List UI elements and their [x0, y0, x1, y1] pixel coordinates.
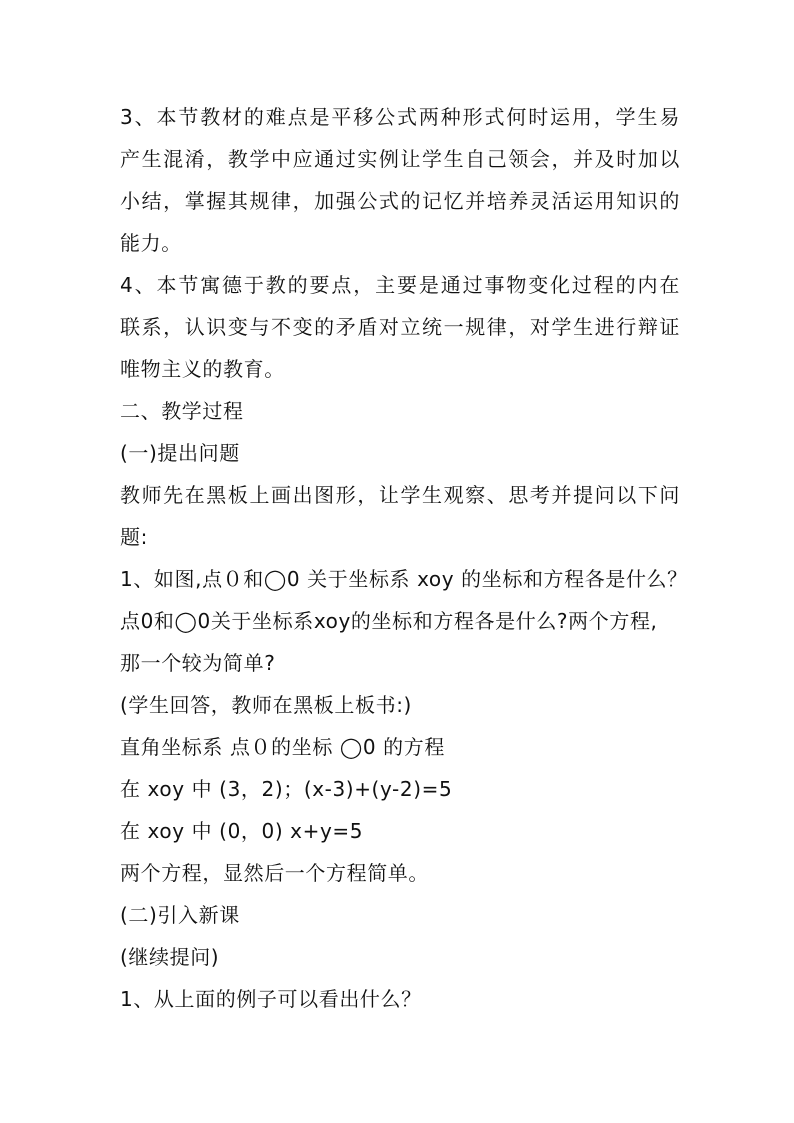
- teacher-instruction-line-2: 题:: [120, 525, 148, 549]
- board-row-2: 在 xoy 中 (0，0) x+y=5: [120, 819, 364, 843]
- conclusion-line: 两个方程，显然后一个方程简单。: [120, 861, 429, 885]
- section-heading-teaching-process: 二、教学过程: [120, 399, 244, 423]
- subheading-raise-questions: (一)提出问题: [120, 441, 240, 465]
- board-header-row: 直角坐标系 点０的坐标 ◯0 的方程: [120, 735, 445, 759]
- paragraph-3-line-1: 3、本节教材的难点是平移公式两种形式何时运用，学生易: [120, 105, 680, 129]
- continue-questioning-note: (继续提问): [120, 945, 220, 969]
- subheading-introduce-new-lesson: (二)引入新课: [120, 903, 240, 927]
- question-1-line-1: 1、如图,点０和◯0 关于坐标系 xoy 的坐标和方程各是什么？: [120, 567, 688, 591]
- board-row-1: 在 xoy 中 (3，2)；(x-3)+(y-2)=5: [120, 777, 453, 801]
- question-1-line-3: 那一个较为简单?: [120, 651, 276, 675]
- student-answer-note: (学生回答，教师在黑板上板书:): [120, 693, 412, 717]
- paragraph-4-line-2: 联系，认识变与不变的矛盾对立统一规律，对学生进行辩证: [120, 315, 680, 339]
- paragraph-4-line-1: 4、本节寓德于教的要点，主要是通过事物变化过程的内在: [120, 273, 680, 297]
- question-1-line-2: 点0和◯0关于坐标系xoy的坐标和方程各是什么?两个方程,: [120, 609, 658, 633]
- paragraph-3-line-4: 能力。: [120, 231, 182, 255]
- paragraph-3-line-2: 产生混淆，教学中应通过实例让学生自己领会，并及时加以: [120, 147, 680, 171]
- teacher-instruction-line-1: 教师先在黑板上画出图形，让学生观察、思考并提问以下问: [120, 483, 680, 507]
- question-new-1: 1、从上面的例子可以看出什么？: [120, 987, 422, 1011]
- paragraph-3-line-3: 小结，掌握其规律，加强公式的记忆并培养灵活运用知识的: [120, 189, 680, 213]
- paragraph-4-line-3: 唯物主义的教育。: [120, 357, 285, 381]
